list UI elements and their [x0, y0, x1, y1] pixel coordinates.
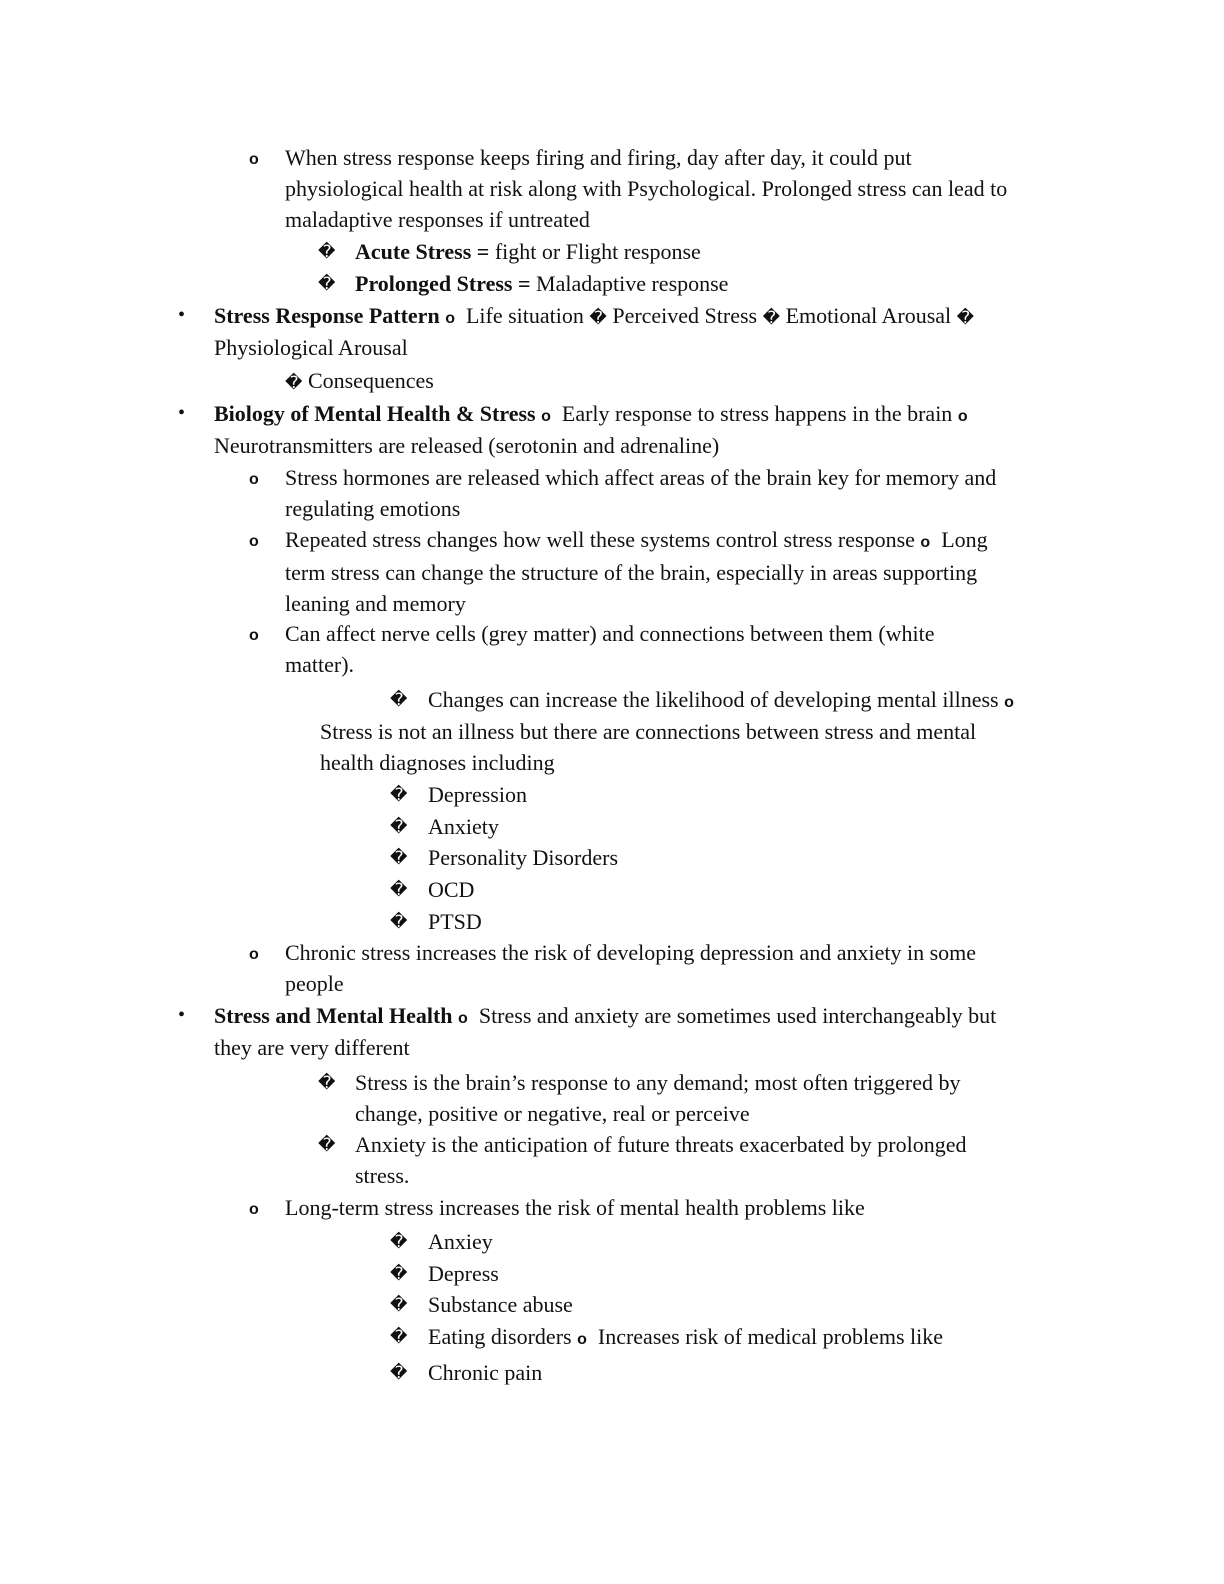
list-item: Depression — [428, 782, 527, 807]
term-label: Acute Stress = — [355, 239, 490, 264]
arrow-placeholder-icon: � — [956, 308, 975, 328]
list-item — [355, 268, 728, 299]
text-segment: Eating disorders — [428, 1324, 572, 1349]
text-line: Stress is not an illness but there are connections between stress and mental — [320, 719, 977, 744]
circle-bullet-icon: o — [445, 310, 455, 327]
text-line: When stress response keeps firing and firing, day after day, it could put — [285, 145, 912, 170]
term-definition: Maladaptive response — [530, 271, 729, 296]
text-segment: Repeated stress changes how well these systems control stress response — [285, 527, 915, 552]
square-bullet-icon: � — [390, 817, 408, 837]
arrow-placeholder-icon: � — [762, 308, 781, 328]
list-item: OCD — [428, 877, 475, 902]
circle-bullet-icon: o — [458, 1010, 468, 1027]
text-line: term stress can change the structure of the brain, especially in areas supporting — [285, 560, 978, 585]
circle-bullet-icon: o — [541, 408, 551, 425]
text-line: Can affect nerve cells (grey matter) and connections between them (white — [285, 621, 935, 646]
square-bullet-icon: � — [390, 848, 408, 868]
square-bullet-icon: � — [390, 1295, 408, 1315]
circle-bullet-icon: o — [249, 471, 259, 488]
text-line: regulating emotions — [285, 496, 461, 521]
square-bullet-icon: � — [318, 1135, 336, 1155]
term-definition: fight or Flight response — [489, 239, 701, 264]
square-bullet-icon: � — [390, 912, 408, 932]
circle-bullet-icon: o — [249, 946, 259, 963]
flow-step-label: Consequences — [307, 368, 434, 393]
section-line — [214, 398, 968, 432]
circle-bullet-icon: o — [249, 1201, 259, 1218]
list-item: PTSD — [428, 909, 482, 934]
list-item: Anxiey — [428, 1229, 493, 1254]
square-bullet-icon: � — [390, 1232, 408, 1252]
section-line — [214, 1000, 996, 1034]
text-line: physiological health at risk along with Psychological. Prolonged stress can lead to — [285, 176, 1008, 201]
section-heading: Stress Response Pattern — [214, 303, 440, 328]
text-segment: Increases risk of medical problems like — [597, 1324, 944, 1349]
text-line — [285, 524, 988, 558]
text-line: they are very different — [214, 1035, 410, 1060]
flow-step: Perceived Stress — [612, 303, 758, 328]
square-bullet-icon: � — [318, 242, 336, 262]
circle-bullet-icon: o — [249, 151, 259, 168]
square-bullet-icon: � — [318, 274, 336, 294]
list-item — [428, 1321, 943, 1355]
bullet-icon: • — [178, 304, 186, 326]
circle-bullet-icon: o — [577, 1331, 587, 1348]
circle-bullet-icon: o — [249, 533, 259, 550]
text-segment: Long — [941, 527, 988, 552]
text-segment: Early response to stress happens in the brain — [561, 401, 953, 426]
flow-step: Emotional Arousal — [785, 303, 952, 328]
bullet-icon: • — [178, 1004, 186, 1026]
text-line: Long-term stress increases the risk of mental health problems like — [285, 1195, 865, 1220]
text-line: maladaptive responses if untreated — [285, 207, 590, 232]
text-line: Stress hormones are released which affect areas of the brain key for memory and — [285, 465, 997, 490]
section-line — [214, 300, 974, 334]
square-bullet-icon: � — [390, 690, 408, 710]
circle-bullet-icon: o — [249, 627, 259, 644]
text-line: people — [285, 971, 344, 996]
list-item: Substance abuse — [428, 1292, 573, 1317]
list-item: Personality Disorders — [428, 845, 619, 870]
text-line: Anxiety is the anticipation of future threats exacerbated by prolonged — [355, 1132, 967, 1157]
text-line: health diagnoses including — [320, 750, 555, 775]
list-item: Anxiety — [428, 814, 499, 839]
arrow-placeholder-icon: � — [589, 308, 607, 328]
list-item: Chronic pain — [428, 1360, 543, 1385]
list-item: Depress — [428, 1261, 499, 1286]
text-line: change, positive or negative, real or perceive — [355, 1101, 750, 1126]
circle-bullet-icon: o — [957, 408, 968, 425]
circle-bullet-icon: o — [920, 534, 931, 551]
flow-step: Physiological Arousal — [214, 335, 408, 360]
text-segment: Changes can increase the likelihood of developing mental illness — [428, 687, 999, 712]
text-segment: Stress and anxiety are sometimes used interchangeably but — [478, 1003, 997, 1028]
section-heading: Stress and Mental Health — [214, 1003, 453, 1028]
square-bullet-icon: � — [318, 1073, 336, 1093]
text-line: Stress is the brain’s response to any demand; most often triggered by — [355, 1070, 961, 1095]
text-line: stress. — [355, 1163, 410, 1188]
text-line: matter). — [285, 652, 355, 677]
bullet-icon: • — [178, 402, 186, 424]
term-label: Prolonged Stress = — [355, 271, 531, 296]
text-line: Chronic stress increases the risk of developing depression and anxiety in some — [285, 940, 977, 965]
flow-step: Life situation — [465, 303, 584, 328]
square-bullet-icon: � — [390, 1327, 408, 1347]
section-heading: Biology of Mental Health & Stress — [214, 401, 536, 426]
square-bullet-icon: � — [390, 1363, 408, 1383]
square-bullet-icon: � — [390, 785, 408, 805]
text-line — [428, 684, 1014, 718]
text-line: leaning and memory — [285, 591, 466, 616]
square-bullet-icon: � — [390, 880, 408, 900]
flow-step — [285, 365, 434, 399]
list-item — [355, 236, 701, 267]
text-line: Neurotransmitters are released (serotonin and adrenaline) — [214, 433, 720, 458]
arrow-placeholder-icon: � — [285, 373, 303, 393]
square-bullet-icon: � — [390, 1264, 408, 1284]
circle-bullet-icon: o — [1004, 694, 1014, 711]
